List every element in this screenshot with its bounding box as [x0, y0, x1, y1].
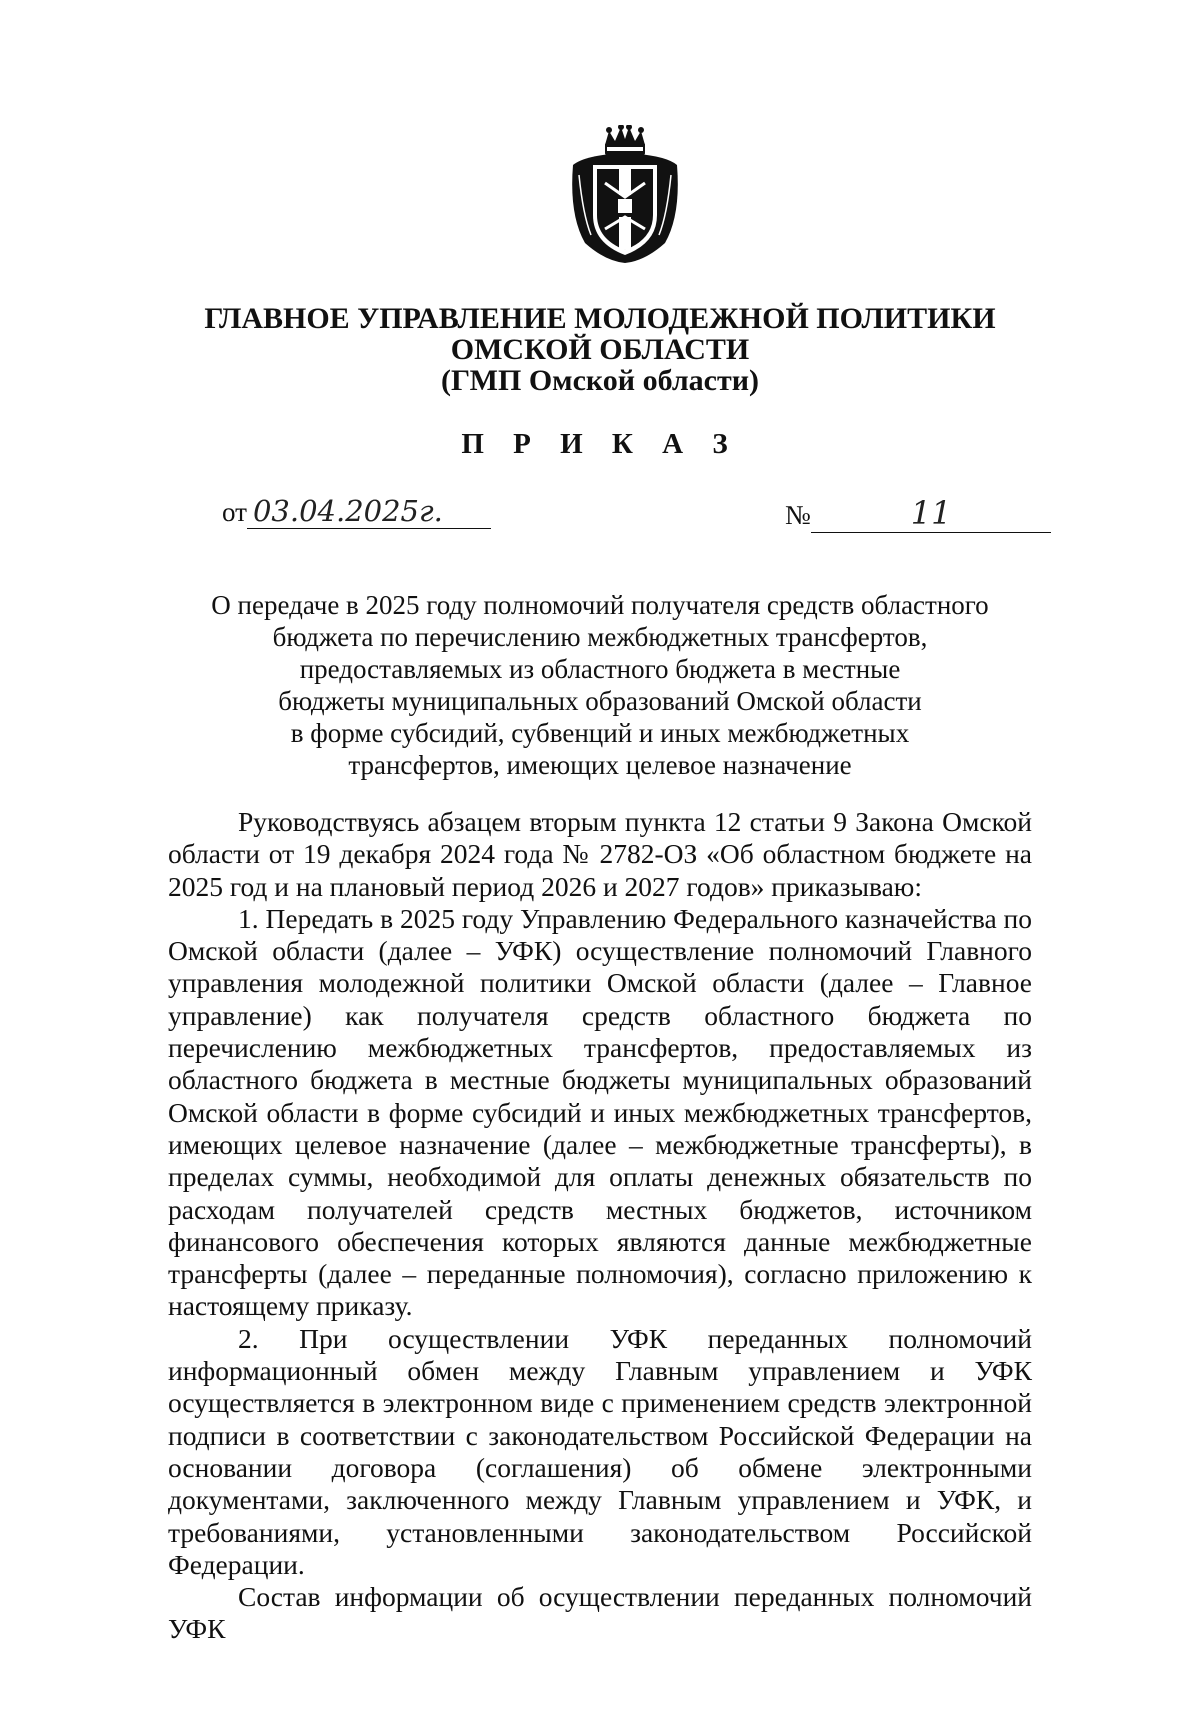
subject-line: предоставляемых из областного бюджета в местные — [299, 654, 901, 684]
order-date-label: от — [222, 497, 247, 527]
order-date-field — [222, 494, 491, 529]
order-body — [168, 806, 1032, 1646]
subject-line: О передаче в 2025 году полномочий получателя средств областного — [211, 590, 989, 620]
agency-name — [0, 303, 1200, 396]
subject-line: бюджеты муниципальных образований Омской области — [278, 686, 922, 716]
order-number-value: 11 — [811, 494, 1051, 533]
order-subject — [170, 589, 1030, 781]
body-paragraph-continuation: Состав информации об осуществлении переданных полномочий УФК — [168, 1581, 1032, 1645]
subject-line: бюджета по перечислению межбюджетных трансфертов, — [272, 622, 928, 652]
body-paragraph-item-1: 1. Передать в 2025 году Управлению Федерального казначейства по Омской области (далее – УФК) осуществление полномочий Главного управления молодежной политики Омской области (далее – Главное управление) как получателя средств областного бюджета по перечислению межбюджетных трансфертов, предоставляемых из областного бюджета в местные бюджеты муниципальных образований Омской области в форме субсидий и иных межбюджетных трансфертов, имеющих целевое назначение (далее – межбюджетные трансферты), в пределах суммы, необходимой для оплаты денежных обязательств по расходам получателей средств местных бюджетов, источником финансового обеспечения которых являются данные межбюджетные трансферты (далее – переданные полномочия), согласно приложению к настоящему приказу. — [168, 902, 1033, 1322]
agency-name-line-1: ГЛАВНОЕ УПРАВЛЕНИЕ МОЛОДЕЖНОЙ ПОЛИТИКИ — [204, 302, 996, 335]
order-number-label: № — [785, 500, 811, 530]
body-paragraph-item-2: 2. При осуществлении УФК переданных полномочий информационный обмен между Главным управлением и УФК осуществляется в электронном виде с применением средств электронной подписи в соответствии с законодательством Российской Федерации на основании договора (соглашения) об обмене электронными документами, заключенного между Главным управлением и УФК, и требованиями, установленными законодательством Российской Федерации. — [168, 1322, 1032, 1580]
coat-of-arms-icon — [565, 125, 685, 265]
agency-short-name: (ГМП Омской области) — [440, 364, 759, 397]
order-number-field — [785, 494, 1051, 533]
subject-line: трансфертов, имеющих целевое назначение — [348, 750, 852, 780]
order-date-value: 03.04.2025г. — [247, 494, 491, 529]
agency-name-line-2: ОМСКОЙ ОБЛАСТИ — [450, 333, 750, 366]
document-type-title: П Р И К А З — [461, 428, 739, 460]
subject-line: в форме субсидий, субвенций и иных межбюджетных — [290, 718, 910, 748]
body-paragraph-preamble: Руководствуясь абзацем вторым пункта 12 статьи 9 Закона Омской области от 19 декабря 2024 года № 2782-ОЗ «Об областном бюджете на 2025 год и на плановый период 2026 и 2027 годов» приказываю: — [168, 806, 1032, 902]
